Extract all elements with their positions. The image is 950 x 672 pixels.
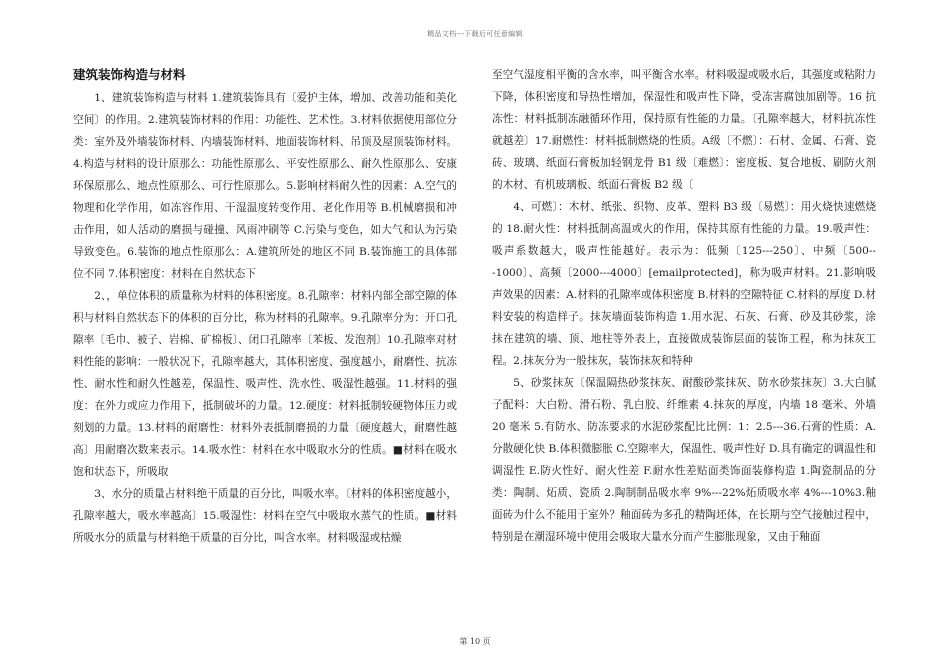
paragraph-1: 1、建筑装饰构造与材料 1.建筑装饰具有〔爱护主体，增加、改善功能和美化空间〕的作用。2.建筑装饰材料的作用：功能性、艺术性。3.材料依据使用部位分类：室外及外墙装饰材料、内墙装饰材料、地面装饰材料、吊顶及屋顶装饰材料。4.构造与材料的设计原那么：功能性原那么、平安性原那么、耐久性原那么、安康环保原那么、地点性原那么、可行性原那么。5.影响材料耐久性的因素：A.空气的物理和化学作用，如冻容作用、干湿温度转变作用、老化作用等 B.机械磨损和冲击作用，如人活动的磨损与碰撞、风雨冲刷等 C.污染与变色，如大气和认为污染导致变色。6.装饰的地点性原那么：A.建筑所处的地区不同 B.装饰施工的具体部位不同 7.体积密度：材料在自然状态下: [73, 92, 457, 280]
document-title: 建筑装饰构造与材料: [73, 67, 186, 82]
paragraph-3-continued: 至空气湿度相平衡的含水率，叫平衡含水率。材料吸湿或吸水后，其强度或粘附力下降，体积密度和导热性增加，保湿性和吸声性下降，受冻害腐蚀加剧等。16 抗冻性：材料抵制冻融循环作用，保持原有性能的力量。〔孔隙率越大，材料抗冻性就越差〕17.耐燃性：材料抵制燃烧的性质。A级〔不燃〕：石材、金属、石膏、瓷砖、玻璃、纸面石膏板加轻钢龙骨 B1 级〔难燃〕：密度板、复合地板、刷防火剂的木材、有机玻璃板、纸面石膏板 B2 级〔: [492, 69, 876, 191]
right-column: [492, 64, 876, 548]
paragraph-2: 2、，单位体积的质量称为材料的体积密度。8.孔隙率：材料内部全部空隙的体积与材料自然状态下的体积的百分比，称为材料的孔隙率。9.孔隙率分为：开口孔隙率〔毛巾、被子、岩棉、矿棉板〕、闭口孔隙率〔苯板、发泡剂〕10.孔隙率对材料性能的影响：一般状况下，孔隙率越大，其体积密度、强度越小，耐磨性、抗冻性、耐水性和耐久性越差，保温性、吸声性、洗水性、吸湿性越强。11.材料的强度：在外力或应力作用下，抵制破坏的力量。12.硬度：材料抵制较硬物体压力或刻划的力量。13.材料的耐磨性：材料外表抵制磨损的力量〔硬度越大，耐磨性越高〕用耐磨次数来表示。14.吸水性：材料在水中吸取水分的性质。■材料在吸水饱和状态下，所吸取: [73, 290, 457, 478]
paragraph-5: 5、砂浆抹灰〔保温隔热砂浆抹灰、耐酸砂浆抹灰、防水砂浆抹灰〕3.大白腻子配料：大白粉、滑石粉、乳白胶、纤维素 4.抹灰的厚度，内墙 18 毫米、外墙 20 毫米 5.有防水、防冻要求的水泥砂浆配比比例：1：2.5---36.石膏的性质：A.分散硬化快 B.体积微膨胀 C.空隙率大，保温性、吸声性好 D.具有确定的调温性和调湿性 E.防火性好、耐火性差 F.耐水性差贴面类饰面装修构造 1.陶瓷制品的分类：陶制、炻质、瓷质 2.陶制制品吸水率 9%---22%炻质吸水率 4%---10%3.釉面砖为什么不能用于室外？釉面砖为多孔的精陶坯体，在长期与空气接触过程中，特别是在潮湿环境中使用会吸取大量水分而产生膨胀现象，又由于釉面: [492, 377, 876, 543]
page-number: 第 10 页: [459, 637, 491, 646]
page-header: 精品文档---下载后可任意编辑: [427, 30, 523, 38]
paragraph-3: 3、水分的质量占材料绝干质量的百分比，叫吸水率。〔材料的体积密度越小，孔隙率越大，吸水率越高〕15.吸湿性：材料在空气中吸取水蒸气的性质。■材料所吸水分的质量与材料绝干质量的百分比，叫含水率。材料吸湿或枯燥: [73, 488, 457, 544]
left-column: [73, 64, 457, 549]
paragraph-4: 4、可燃〕：木材、纸张、织物、皮革、塑料 B3 级〔易燃〕：用火烧快速燃烧的 18.耐火性：材料抵制高温或火的作用，保持其原有性能的力量。19.吸声性：吸声系数越大，吸声性能越好。表示为：低频〔125---250〕、中频〔500---1000〕、高频〔2000---4000〕[emailprotected]，称为吸声材料。21.影响吸声效果的因素：A.材料的孔隙率或体积密度 B.材料的空隙特征 C.材料的厚度 D.材料安装的构造样子。抹灰墙面装饰构造 1.用水泥、石灰、石膏、砂及其砂浆，涂抹在建筑的墙、顶、地柱等外表上，直接做成装饰层面的装饰工程，称为抹灰工程。2.抹灰分为一般抹灰，装饰抹灰和特种: [492, 201, 876, 367]
